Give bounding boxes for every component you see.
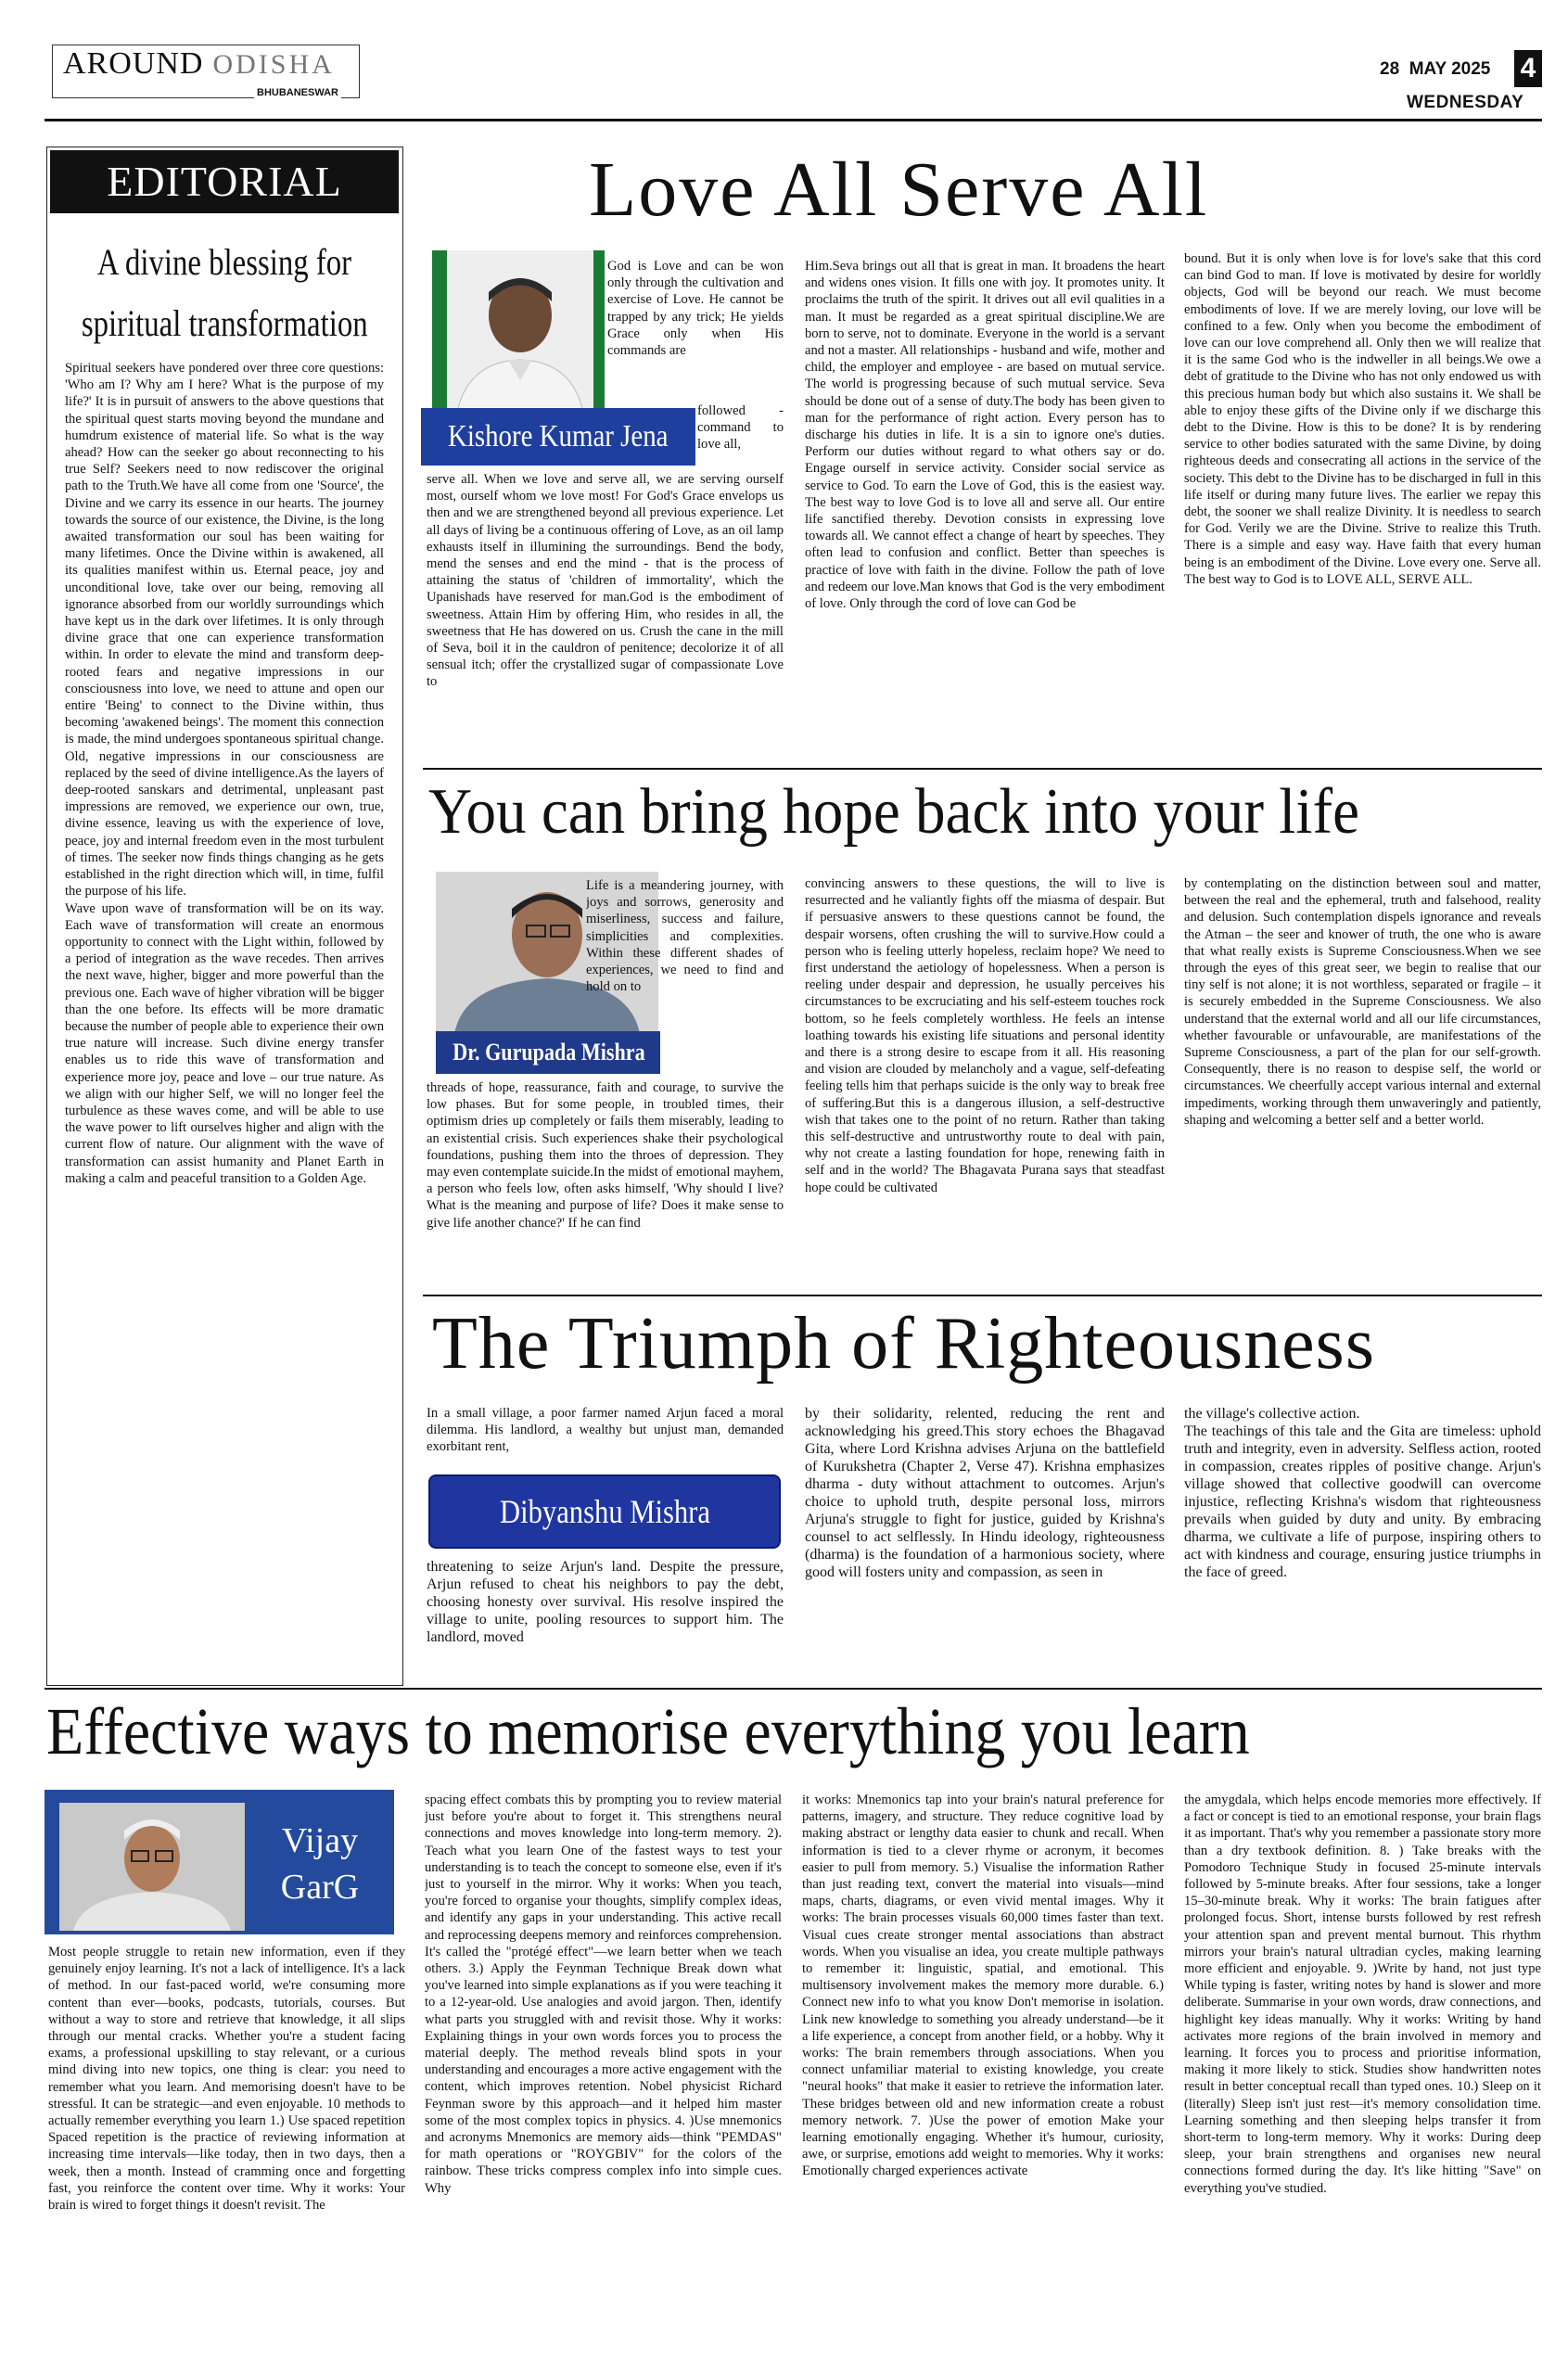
article3-col3: the village's collective action. The teachings of this tale and the Gita are timeless: uphold truth and integrity, even in adversity. Selfless action, rooted in compassion, creates ripples of positive change. Arjun's village showed that collective goodwill can overcome injustice, reflecting Krishna's wisdom that righteousness prevails when guided by duty and unity. By embracing dharma, we cultivate a life of purpose, inspiring others to act with kindness and courage, ensuring justice triumphs in the face of greed. bbox=[1184, 1406, 1541, 1580]
article4-headline: Effective ways to memorise everything you learn bbox=[46, 1694, 1250, 1768]
article4-col3: it works: Mnemonics tap into your brain's natural preference for patterns, imagery, and structure. They reduce cognitive load by making abstract or lengthy data easier to chunk and recall. When information is tied to a clever rhyme or acronym, it becomes easier to pull from memory. 5.) Visualise the information Rather than just reading text, convert the material into visuals—mind maps, charts, diagrams, or even vivid mental images. Why it works: The brain processes visuals 60,000 times faster than text. Visual cues create stronger mental associations than abstract words. When you visualise an idea, you create multiple pathways to remember it: linguistic, spatial, and emotional. This multisensory involvement makes the memory more durable. 6.) Connect new info to what you know Don't memorise in isolation. Link new knowledge to something you already understand—be it a life experience, a concept from another field, or a hobby. Why it works: The brain remembers through associations. When you connect unfamiliar material to existing knowledge, you create "neural hooks" that make it easier to retrieve the information later. These bridges between old and new information create a robust memory network. 7. )Use the power of emotion Make your learning emotionally engaging. Whether it's humour, curiosity, awe, or surprise, emotions add weight to memories. Why it works: Emotionally charged experiences activate bbox=[802, 1793, 1164, 2179]
portrait-photo-icon bbox=[59, 1803, 245, 1931]
article2-col3: by contemplating on the distinction between soul and matter, between the real and the ephemeral, truth and falsehood, reality and delusion. Such contemplation dispels ignorance and reveals the Atman – the seer and knower of truth, the one who is aware that what really exists is Supreme Consciousness.When we see through the eyes of this great seer, we begin to realise that our tiny self is not alone; it is not worthless, separated or fragile – it is securely embedded in the Supreme Consciousness. We also understand that the external world and all our life circumstances, whether favourable or unfavourable, are manifestations of the Supreme Consciousness, a part of the plan for our self-growth. Consequently, there is no reason to despise self, the world or circumstances. We cheerfully accept various internal and external impediments, working through them unwaveringly and patiently, shaping and welcoming a better self and a better world. bbox=[1184, 876, 1541, 1128]
editorial-label-box bbox=[50, 150, 399, 213]
editorial-label: EDITORIAL bbox=[107, 158, 342, 205]
article4-col2: spacing effect combats this by prompting you to review material just before you're about to forget it. This strengthens neural connections and moves knowledge into long-term memory. 2). Teach what you learn One of the fastest ways to test your understanding is to teach the concept to someone else, even if it's just to yourself in the mirror. Why it works: When you teach, you're forced to organise your thoughts, simplify complex ideas, and identify any gaps in your understanding. This active recall and reprocessing deepens memory and reinforces comprehension. It's called the "protégé effect"—we learn better when we teach others. 3.) Apply the Feynman Technique Break down what you've learned into simple explanations as if you were teaching it to a 12-year-old. Use analogies and avoid jargon. Then, identify what parts you struggled with and revisit those. Why it works: Explaining things in your own words forces you to process the material deeply. The method reveals blind spots in your understanding and encourages a more active engagement with the content, which improves retention. Nobel physicist Richard Feynman swore by this approach—and it helped him master some of the most complex topics in physics. 4. )Use mnemonics and acronyms Mnemonics are memory aids—think "PEMDAS" for math operations or "ROYGBIV" for the colors of the rainbow. These tricks compress complex info into simple cues. Why bbox=[425, 1793, 782, 2196]
editorial-title-line1: A divine blessing for bbox=[96, 241, 352, 283]
article2-bottom-rule bbox=[423, 1295, 1542, 1296]
article1-col3: bound. But it is only when love is for love's sake that this cord can bind God to man. If love is motivated by desire for worldly objects, God will be beyond our reach. We must become embodiments of love. If we are merely loving, our love will be confined to a few. Only when you become the embodiment of love can our love comprehend all. Only then we will realize that it is the same God who is the indweller in all beings.We owe a debt of gratitude to the Divine who has not only endowed us with this precious human body but which also sustains it. We shall be able to enjoy these gifts of the Divine only if we discharge this debt to the Divine. How is this to be done? It is by rendering service to other bodies saturated with the same Divine, by doing righteous deeds and consecrating all actions in the service of the society. This debt to the Divine has to be discharged in full in this life itself or during many future lives. The earlier we repay this debt, the sooner we shall realize Divinity. It is needless to search for God. Verily we are the Divine. Strive to realize this Truth. There is a simple and easy way. Have faith that every human being is an embodiment of the Divine. Love every one. Serve all. The best way to God is to LOVE ALL, SERVE ALL. bbox=[1184, 251, 1541, 587]
article1-col1: serve all. When we love and serve all, we are serving ourself most, ourself whom we love most! For God's Grace envelops us then and we are strengthened beyond all previous experience. Let all days of living be a continuous offering of Love, as an oil lamp exhausts itself in illumining the surroundings. Bend the body, mend the senses and end the mind - that is the process of attaining the status of 'children of immortality', which the Upanishads have reserved for man.God is the embodiment of sweetness. Attain Him by offering Him, who resides in all, the sweetness that He has dowered on us. Crush the cane in the mill of Seva, boil it in the cauldron of penitence; decolorize it of all sensual itch; offer the crystallized sugar of compassionate Love to bbox=[427, 472, 784, 690]
article1-author-photo bbox=[447, 250, 593, 417]
page-number-box bbox=[1514, 50, 1542, 87]
masthead bbox=[52, 45, 367, 106]
issue-date: 28 MAY 2025 bbox=[1380, 59, 1491, 79]
page-number: 4 bbox=[1520, 53, 1536, 83]
article2-col2: convincing answers to these questions, the will to live is resurrected and he valiantly fights off the miasma of despair. But if persuasive answers to these questions cannot be found, the despair worsens, often crushing the will to survive.How could a person who is feeling utterly hopeless, reclaim hope? We need to first understand the aetiology of hopelessness. When a person is reeling under despair and depression, he usually perceives his circumstances to be excruciating and his self-esteem touches rock bottom, so he feels completely worthless. He feels an intense loathing towards his existing life situations and personal identity and there is a strong desire to escape from it all. His reasoning and vision are clouded by melancholy and a vague, self-defeating feeling tells him that perhaps suicide is the only way to break free of suffering.But this is a dangerous illusion, a self-destructive wish that takes one to the point of no return. Rather than taking this self-destructive and untrustworthy route to deal with pain, why not create a lasting foundation for hope, renewing faith in self and in the world? The Bhagavata Purana says that steadfast hope could be cultivated bbox=[805, 876, 1165, 1195]
article3-col1-top: In a small village, a poor farmer named Arjun faced a moral dilemma. His landlord, a wealthy but unjust man, demanded exorbitant rent, bbox=[427, 1406, 784, 1455]
masthead-city: BHUBANESWAR bbox=[254, 87, 341, 98]
article1-wrap-text: God is Love and can be won only through the cultivation and exercise of Love. He cannot be trapped by any trick; He yields Grace only when His commands are bbox=[607, 259, 784, 359]
article4-col4: the amygdala, which helps encode memories more effectively. If a fact or concept is tied to an emotional response, your brain flags it as important. That's why you remember a passionate story more than a dry textbook definition. 8. ) Take breaks with the Pomodoro Technique Study in focused 25-minute intervals followed by 5-minute breaks. After four sessions, take a longer 15–30-minute break. Why it works: The brain fatigues after prolonged focus. Short, intense bursts followed by rest refresh your attention span and prevent mental burnout. This rhythm mirrors your brain's natural ultradian cycles, making learning more efficient and enjoyable. 9. )Write by hand, not just type While typing is faster, writing notes by hand is slower and more deliberate. Summarise in your own words, draw connections, and highlight key ideas manually. Why it works: Writing by hand activates more regions of the brain involved in memory and learning. It forces you to process and prioritise information, making it more likely to stick. Studies show handwritten notes result in better conceptual recall than typed ones. 10.) Sleep on it (literally) Sleep isn't just rest—it's memory consolidation time. Learning something and then sleeping helps transfer it from short-term to long-term memory. Why it works: During deep sleep, your brain strengthens and organises new neural connections formed during the day. It's like hitting "Save" on everything you've studied. bbox=[1184, 1793, 1541, 2196]
article3-col1-bottom: threatening to seize Arjun's land. Despite the pressure, Arjun refused to cheat his neighbors to pay the debt, choosing honesty over survival. His resolve inspired the village to unite, pooling resources to support him. The landlord, moved bbox=[427, 1559, 784, 1645]
article4-author-line2: GarG bbox=[280, 1868, 360, 1907]
article1-author: Kishore Kumar Jena bbox=[448, 419, 669, 453]
article2-author: Dr. Gurupada Mishra bbox=[453, 1039, 645, 1066]
brand-odisha: ODISHA bbox=[212, 49, 335, 80]
editorial-title-line2: spiritual transformation bbox=[81, 302, 368, 344]
article3-bottom-rule bbox=[45, 1688, 1542, 1690]
article1-author-box bbox=[421, 408, 695, 466]
article4-author-line1: Vijay bbox=[281, 1821, 359, 1860]
article1-col2: Him.Seva brings out all that is great in man. It broadens the heart and widens ones vision. It fills one with joy. It promotes unity. It proclaims the truth of the spirit. It drives out all evil qualities in a man. It must be regarded as a great spiritual discipline.We are born to serve, not to dominate. Everyone in the world is a servant and not a master. All relationships - husband and wife, mother and child, the employer and employee - are based on mutual service. The world is progressing because of such mutual service. Seva should be done out of a sense of duty.The body has been given to man for the performance of right action. Every person has to discharge his duties in life. It is a sin to ignore one's duties. Perform our duties without regard to what others say or do. Engage ourself in service activity. Consider social service as service to God. To earn the Love of God, this is the easiest way. The best way to love God is to love all and serve all. Our entire life sanctified thereby. Devotion consists in expressing love towards all. We cannot effect a change of heart by speeches. They often lead to confusion and conflict. Better than speeches is practice of love with faith in the divine. Follow the path of love and redeem our love.Man knows that God is the very embodiment of love. Only through the cord of love can God be bbox=[805, 259, 1165, 612]
portrait-photo-icon bbox=[447, 250, 593, 417]
article1-headline: Love All Serve All bbox=[589, 147, 1209, 233]
article4-author-photo bbox=[59, 1803, 245, 1931]
editorial-title bbox=[50, 232, 399, 354]
article2-col1: threads of hope, reassurance, faith and courage, to survive the low phases. But for some people, in troubled times, their optimism dries up completely or fails them miserably, leading to an existential crisis. Such experiences shake their psychological foundations, pushing them into the throes of depression. They may even contemplate suicide.In the midst of emotional mayhem, a person who feels low, often asks himself, 'Why should I live? What is the meaning and purpose of life? Does it make sense to give life another chance?' If he can find bbox=[427, 1080, 784, 1231]
article1-bottom-rule bbox=[423, 768, 1542, 770]
article3-author-box bbox=[428, 1474, 781, 1549]
article3-headline: The Triumph of Righteousness bbox=[432, 1303, 1375, 1385]
article4-col1: Most people struggle to retain new information, even if they genuinely enjoy learning. It's not a lack of intelligence. It's a lack of method. In our fast-paced world, we're consuming more content than ever—books, podcasts, tutorials, courses. But without a way to store and retrieve that knowledge, it all slips through our mental cracks. Whether you're a student facing exams, a professional upskilling to stay relevant, or a curious mind diving into new topics, one thing is clear: you need to remember what you learn. And memorising doesn't have to be stressful. It can be strategic—and even enjoyable. 10 methods to actually remember everything you learn 1.) Use spaced repetition Spaced repetition is the practice of reviewing information at increasing time intervals—like today, then in two days, then a week, then a month. Instead of cramming once and forgetting fast, you reinforce the content over time. Why it works: Your brain is wired to forget things it doesn't revisit. The bbox=[48, 1945, 405, 2214]
masthead-rule bbox=[45, 119, 1542, 121]
article2-headline: You can bring hope back into your life bbox=[428, 776, 1360, 848]
article3-author: Dibyanshu Mishra bbox=[499, 1493, 710, 1530]
issue-weekday: WEDNESDAY bbox=[1407, 93, 1524, 112]
brand-around: AROUND bbox=[63, 46, 204, 81]
article2-wrap-text: Life is a meandering journey, with joys and sorrows, generosity and miserliness, success and failure, simplicities and complexities. Within these different shades of experiences, we need to find and hold on to bbox=[586, 878, 784, 995]
article1-wrap-tail: followed - command to love all, bbox=[697, 403, 784, 453]
article4-author bbox=[250, 1818, 389, 1910]
editorial-body: Spiritual seekers have pondered over three core questions: 'Who am I? Why am I here? What is the purpose of my life?' It is in pursuit of answers to the above questions that the spiritual quest starts moving beyond the mundane and humdrum existence of material life. So what is the way ahead? How can the seeker go about reconnecting to his true Self? Seekers need to now rediscover the original path to the Truth.We have all come from one 'Source', the Divine and we carry its essence in our hearts. The journey towards the source of our existence, the Divine, is the long awaited transformation our soul has been waiting for many lifetimes. Once the Divine within is awakened, all its qualities manifest within us. Eternal peace, joy and unconditional love, take over our being, removing all ignorance absorbed from our worldly surroundings which have kept us in the dark over lifetimes. It is only through divine grace that one can experience transformation within. In order to elevate the mind and transform deep-rooted fears and negative impressions in our consciousness into love, we need to attune and open our entire 'Being' to connect to the Divine within, thus becoming 'awakened beings'. The moment this connection is made, the mind undergoes spontaneous spiritual change. Old, negative impressions in our consciousness are replaced by the seed of divine intelligence.As the layers of deep-rooted sanskars and detrimental, unpleasant past impressions are removed, we experience our own, true, divine essence, leaving us with the experience of love, peace, joy and internal freedom even in the most turbulent of times. The seeker now finds things changing as he gets established in the right direction which will, in time, fulfil the purpose of his life. Wave upon wave of transformation will be on its way. Each wave of transformation will create an enormous opportunity to connect with the Light within, followed by a period of integration as the wave recedes. Then arrives the next wave, higher, bigger and more powerful than the previous one. Each wave of higher vibration will be bigger than the one before. Its effects will be more dramatic because the number of people able to experience their own true nature will increase. Such divine energy transfer enables us to ride this wave of transformation and experience more joy, peace and love – our true nature. As we align with our higher Self, we will no longer feel the turbulence as these waves come, and will be able to use the wave power to lift ourselves higher and align with the current flow of nature. Our alignment with the wave of transformation can assist humanity and Planet Earth in making a calm and peaceful transition to a Golden Age. bbox=[65, 361, 384, 1186]
masthead-logo bbox=[63, 46, 335, 82]
article3-col2: by their solidarity, relented, reducing the rent and acknowledging his greed.This story echoes the Bhagavad Gita, where Lord Krishna advises Arjuna on the battlefield of Kurukshetra (Chapter 2, Verse 47). Krishna emphasizes dharma - duty without attachment to outcomes. Arjun's choice to uphold truth, despite personal loss, mirrors Arjuna's struggle to fight for justice, guided by Krishna's counsel to act selflessly. In Hindu ideology, righteousness (dharma) is the foundation of a harmonious society, where good will fosters unity and compassion, as seen in bbox=[805, 1406, 1165, 1580]
